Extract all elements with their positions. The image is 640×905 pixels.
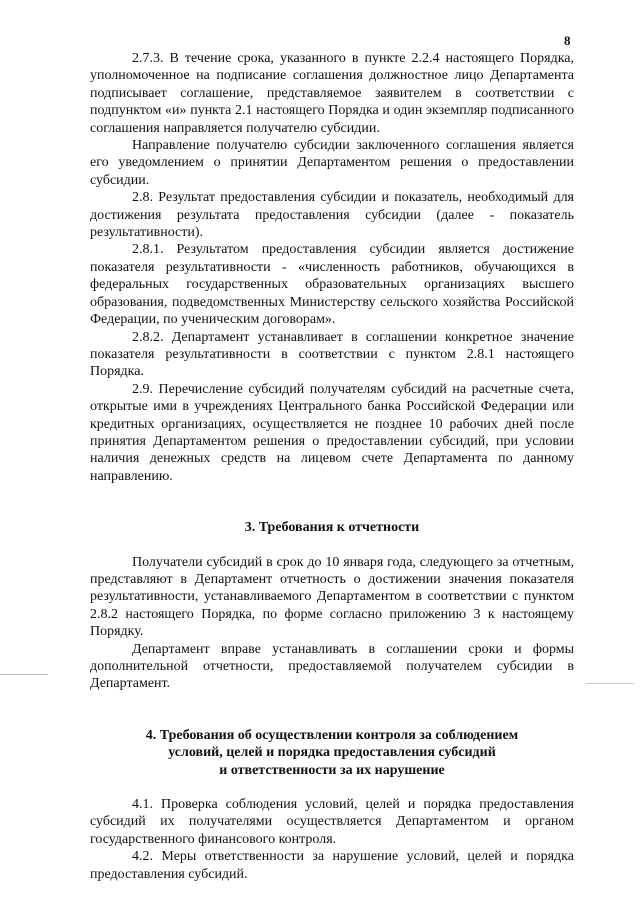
paragraph-2-9: 2.9. Перечисление субсидий получателям субсидий на расчетные счета, открытые ими в учреждениях Центрального банка Российской Федерации или кредитных организациях, осуществляется не позднее 10 рабочих дней после принятия Департаментом решения о предоставлении субсидий, при условии наличия денежных средств на лицевом счете Департамента по данному направлению.: [90, 381, 574, 484]
paragraph-2-8-2: 2.8.2. Департамент устанавливает в соглашении конкретное значение показателя результативности в соответствии с пунктом 2.8.1 настоящего Порядка.: [90, 329, 574, 380]
paragraph-4-1: 4.1. Проверка соблюдения условий, целей и порядка предоставления субсидий их получателями осуществляется Департаментом и органом государственного финансового контроля.: [90, 797, 574, 847]
paragraph-additional-reporting: Департамент вправе устанавливать в соглашении сроки и формы дополнительной отчетности, предоставляемой получателем субсидии в Департамент.: [90, 641, 574, 692]
scan-artifact-left: [0, 674, 48, 675]
section-4-title-line-1: 4. Требования об осуществлении контроля за соблюдением: [145, 727, 519, 743]
section-3-title: 3. Требования к отчетности: [244, 520, 420, 536]
paragraph-notification: Направление получателю субсидии заключенного соглашения является его уведомлением о принятии Департаментом решения о предоставлении субсидии.: [90, 138, 574, 188]
paragraph-reporting-deadline: Получатели субсидий в срок до 10 января года, следующего за отчетным, представляют в Департамент отчетность о достижении значения показателя результативности, устанавливаемого Департаментом в соответствии с пунктом 2.8.2 настоящего Порядка, по форме согласно приложению 3 к настоящему Порядку.: [90, 554, 574, 640]
section-4-title-line-2: условий, целей и порядка предоставления субсидий: [168, 745, 496, 761]
section-4-title-line-3: и ответственности за их нарушение: [219, 762, 445, 778]
paragraph-4-2: 4.2. Меры ответственности за нарушение условий, целей и порядка предоставления субсидий.: [90, 849, 574, 882]
paragraph-2-8-1: 2.8.1. Результатом предоставления субсидии является достижение показателя результативности - «численность работников, обучающихся в федеральных государственных образовательных организациях высшего образования, подведомственных Министерству сельского хозяйства Российской Федерации, по ученическим договорам».: [90, 242, 574, 328]
scan-artifact-right: [586, 683, 634, 684]
paragraph-2-7-3: 2.7.3. В течение срока, указанного в пункте 2.2.4 настоящего Порядка, уполномоченное на подписание соглашения должностное лицо Департамента подписывает соглашение, представляемое заявителем в соответствии с подпунктом «и» пункта 2.1 настоящего Порядка и один экземпляр подписанного соглашения направляется получателю субсидии.: [90, 51, 574, 136]
paragraph-2-8: 2.8. Результат предоставления субсидии и показатель, необходимый для достижения результата предоставления субсидии (далее - показатель результативности).: [90, 190, 574, 241]
page-number: 8: [564, 33, 571, 48]
document-body: [90, 50, 574, 883]
